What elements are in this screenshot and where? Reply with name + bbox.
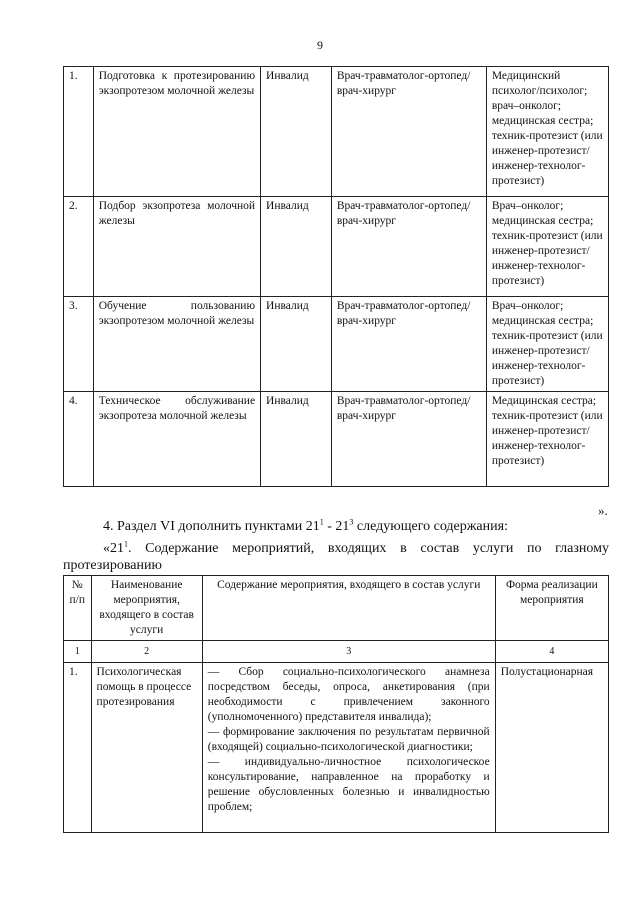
row-num: 1. xyxy=(64,663,92,833)
paragraph-4-suffix: следующего содержания: xyxy=(353,519,508,534)
content-item: — Сбор социально-психологического анамнеза посредством беседы, опроса, анкетирования (при необходимости с привлечением законного (уполномоченного) представителя инвалида); xyxy=(207,666,490,723)
content-item: — индивидуально-личностное психологическое консультирование, направленное на проработку и решение обусловленных болезнью и инвалидностью проблем; xyxy=(207,756,490,813)
superscript-1: 1 xyxy=(319,517,324,527)
row-recipient: Инвалид xyxy=(261,297,332,392)
row-specialist: Врач-травматолог-ортопед/врач-хирург xyxy=(331,67,486,197)
row-participants: Врач–онколог; медицинская сестра; техник-протезист (или инженер-протезист/инженер-технолог-протезист) xyxy=(486,197,608,297)
header-num: № п/п xyxy=(64,576,92,641)
row-num: 2. xyxy=(64,197,94,297)
ocular-prosthetics-table xyxy=(63,575,609,833)
section-21-1-text: . Содержание мероприятий, входящих в состав услуги по глазному протезированию xyxy=(63,541,609,573)
content-item: — формирование заключения по результатам первичной (входящей) социально-психологической диагностики; xyxy=(207,726,490,753)
table-row xyxy=(64,197,609,297)
row-participants: Врач–онколог; медицинская сестра; техник-протезист (или инженер-протезист/инженер-технолог-протезист) xyxy=(486,297,608,392)
row-specialist: Врач-травматолог-ортопед/врач-хирург xyxy=(331,297,486,392)
closing-quote: ». xyxy=(598,503,608,518)
row-specialist: Врач-травматолог-ортопед/врач-хирург xyxy=(331,392,486,487)
rehab-table-1 xyxy=(63,66,609,487)
table-row xyxy=(64,392,609,487)
table-row xyxy=(64,67,609,197)
section-21-1-heading xyxy=(63,540,609,574)
table2-column-numbers xyxy=(64,641,609,663)
table2-header-row xyxy=(64,576,609,641)
row-recipient: Инвалид xyxy=(261,197,332,297)
row-recipient: Инвалид xyxy=(261,67,332,197)
section-21-1-prefix: «21 xyxy=(103,541,124,556)
row-specialist: Врач-травматолог-ортопед/врач-хирург xyxy=(331,197,486,297)
row-participants: Медицинская сестра; техник-протезист (или инженер-протезист/инженер-технолог-протезист) xyxy=(486,392,608,487)
row-name: Психологическая помощь в процессе протезирования xyxy=(91,663,202,833)
page-number: 9 xyxy=(317,38,323,52)
row-num: 1. xyxy=(64,67,94,197)
table-row xyxy=(64,297,609,392)
column-number: 2 xyxy=(91,641,202,663)
row-recipient: Инвалид xyxy=(261,392,332,487)
row-name: Подбор экзопротеза молочной железы xyxy=(93,197,260,297)
column-number: 4 xyxy=(495,641,608,663)
amendment-paragraph-4 xyxy=(103,519,508,535)
header-form: Форма реализации мероприятия xyxy=(495,576,608,641)
row-name: Подготовка к протезированию экзопротезом молочной железы xyxy=(93,67,260,197)
paragraph-4-middle: - 21 xyxy=(323,519,350,534)
row-content xyxy=(202,663,495,833)
row-name: Техническое обслуживание экзопротеза молочной железы xyxy=(93,392,260,487)
row-num: 3. xyxy=(64,297,94,392)
row-form: Полустационарная xyxy=(495,663,608,833)
row-participants: Медицинский психолог/психолог; врач–онколог; медицинская сестра; техник-протезист (или инженер-протезист/инженер-технолог-протезист) xyxy=(486,67,608,197)
column-number: 1 xyxy=(64,641,92,663)
column-number: 3 xyxy=(202,641,495,663)
superscript-3: 3 xyxy=(349,517,354,527)
table-row xyxy=(64,663,609,833)
header-name: Наименование мероприятия, входящего в состав услуги xyxy=(91,576,202,641)
row-num: 4. xyxy=(64,392,94,487)
header-content: Содержание мероприятия, входящего в состав услуги xyxy=(202,576,495,641)
row-name: Обучение пользованию экзопротезом молочной железы xyxy=(93,297,260,392)
superscript-1b: 1 xyxy=(124,539,128,549)
paragraph-4-prefix: 4. Раздел VI дополнить пунктами 21 xyxy=(103,519,320,534)
